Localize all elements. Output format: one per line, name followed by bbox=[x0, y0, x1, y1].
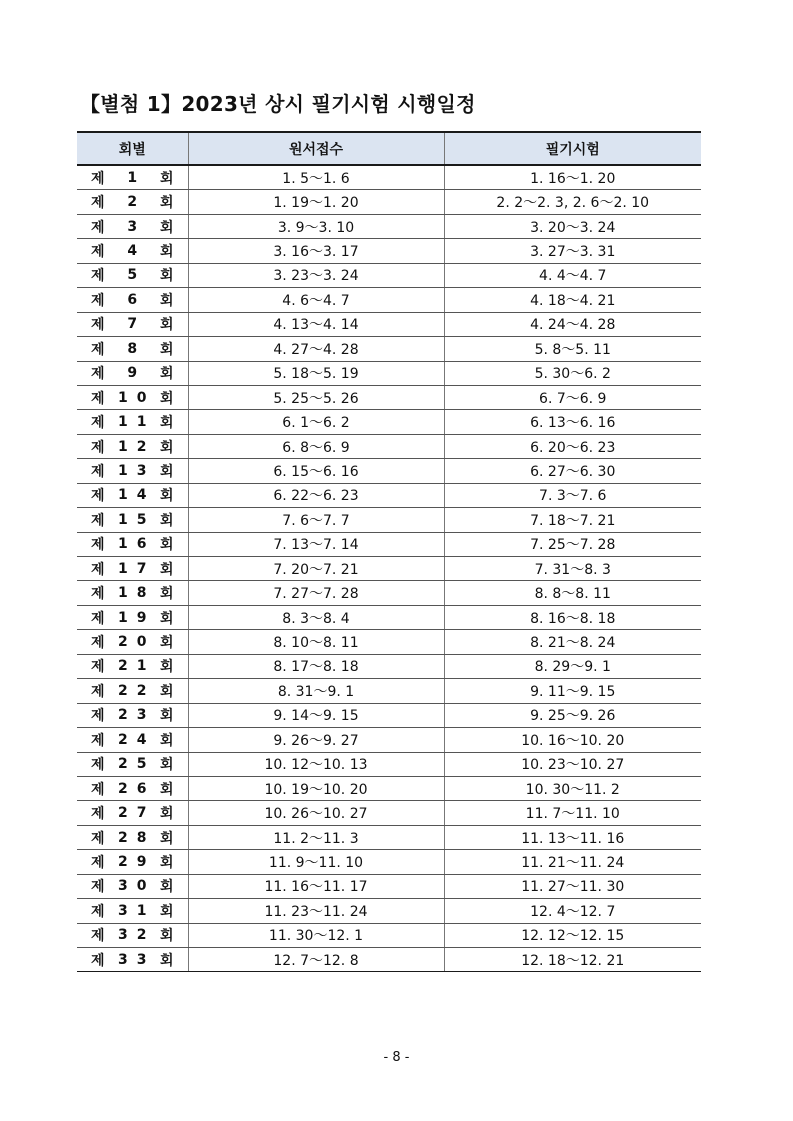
round-prefix: 제 bbox=[91, 292, 105, 309]
exam-schedule-table bbox=[77, 131, 701, 972]
round-prefix: 제 bbox=[91, 244, 105, 261]
table-row bbox=[77, 948, 701, 972]
exam-period-cell: 7. 18～7. 21 bbox=[444, 508, 701, 532]
exam-period-cell: 9. 25～9. 26 bbox=[444, 703, 701, 727]
table-row bbox=[77, 288, 701, 312]
round-cell bbox=[77, 337, 188, 361]
header-round: 회별 bbox=[77, 132, 188, 165]
round-cell bbox=[77, 728, 188, 752]
round-suffix: 회 bbox=[159, 952, 174, 969]
table-row bbox=[77, 679, 701, 703]
round-number: 4 bbox=[127, 243, 147, 260]
round-suffix: 회 bbox=[159, 561, 174, 578]
round-number: 21 bbox=[118, 658, 156, 675]
round-cell bbox=[77, 288, 188, 312]
round-number: 33 bbox=[118, 951, 156, 968]
round-prefix: 제 bbox=[91, 683, 105, 700]
exam-period-cell: 6. 27～6. 30 bbox=[444, 459, 701, 483]
application-period-cell: 7. 27～7. 28 bbox=[188, 581, 444, 605]
application-period-cell: 10. 26～10. 27 bbox=[188, 801, 444, 825]
round-number: 12 bbox=[118, 438, 156, 455]
round-number: 15 bbox=[118, 511, 156, 528]
table-row bbox=[77, 752, 701, 776]
round-prefix: 제 bbox=[91, 170, 105, 187]
round-cell bbox=[77, 923, 188, 947]
table-row bbox=[77, 239, 701, 263]
round-suffix: 회 bbox=[159, 537, 174, 554]
round-prefix: 제 bbox=[91, 537, 105, 554]
exam-period-cell: 10. 16～10. 20 bbox=[444, 728, 701, 752]
round-cell bbox=[77, 850, 188, 874]
exam-period-cell: 8. 16～8. 18 bbox=[444, 605, 701, 629]
table-row bbox=[77, 776, 701, 800]
round-number: 3 bbox=[127, 218, 147, 235]
exam-period-cell: 7. 25～7. 28 bbox=[444, 532, 701, 556]
application-period-cell: 4. 27～4. 28 bbox=[188, 337, 444, 361]
round-prefix: 제 bbox=[91, 341, 105, 358]
round-prefix: 제 bbox=[91, 268, 105, 285]
round-cell bbox=[77, 581, 188, 605]
round-prefix: 제 bbox=[91, 219, 105, 236]
round-cell bbox=[77, 263, 188, 287]
exam-period-cell: 10. 30～11. 2 bbox=[444, 776, 701, 800]
round-number: 26 bbox=[118, 780, 156, 797]
table-row bbox=[77, 312, 701, 336]
round-number: 17 bbox=[118, 560, 156, 577]
exam-period-cell: 7. 3～7. 6 bbox=[444, 483, 701, 507]
table-row bbox=[77, 703, 701, 727]
application-period-cell: 8. 3～8. 4 bbox=[188, 605, 444, 629]
table-row bbox=[77, 434, 701, 458]
application-period-cell: 4. 13～4. 14 bbox=[188, 312, 444, 336]
exam-period-cell: 11. 21～11. 24 bbox=[444, 850, 701, 874]
table-row bbox=[77, 165, 701, 190]
round-suffix: 회 bbox=[159, 463, 174, 480]
exam-period-cell: 8. 21～8. 24 bbox=[444, 630, 701, 654]
application-period-cell: 3. 9～3. 10 bbox=[188, 214, 444, 238]
round-prefix: 제 bbox=[91, 195, 105, 212]
round-cell bbox=[77, 385, 188, 409]
exam-period-cell: 11. 27～11. 30 bbox=[444, 874, 701, 898]
round-suffix: 회 bbox=[159, 928, 174, 945]
round-cell bbox=[77, 899, 188, 923]
application-period-cell: 4. 6～4. 7 bbox=[188, 288, 444, 312]
round-number: 31 bbox=[118, 902, 156, 919]
round-number: 22 bbox=[118, 682, 156, 699]
exam-period-cell: 11. 7～11. 10 bbox=[444, 801, 701, 825]
round-prefix: 제 bbox=[91, 879, 105, 896]
application-period-cell: 9. 14～9. 15 bbox=[188, 703, 444, 727]
round-number: 28 bbox=[118, 829, 156, 846]
round-prefix: 제 bbox=[91, 561, 105, 578]
round-cell bbox=[77, 630, 188, 654]
round-cell bbox=[77, 410, 188, 434]
round-cell bbox=[77, 776, 188, 800]
header-application: 원서접수 bbox=[188, 132, 444, 165]
exam-period-cell: 6. 20～6. 23 bbox=[444, 434, 701, 458]
round-number: 11 bbox=[118, 414, 156, 431]
round-number: 24 bbox=[118, 731, 156, 748]
table-row bbox=[77, 337, 701, 361]
table-row bbox=[77, 361, 701, 385]
application-period-cell: 9. 26～9. 27 bbox=[188, 728, 444, 752]
table-row bbox=[77, 459, 701, 483]
round-prefix: 제 bbox=[91, 952, 105, 969]
table-row bbox=[77, 850, 701, 874]
round-suffix: 회 bbox=[159, 586, 174, 603]
round-suffix: 회 bbox=[159, 268, 174, 285]
round-prefix: 제 bbox=[91, 659, 105, 676]
application-period-cell: 11. 2～11. 3 bbox=[188, 825, 444, 849]
application-period-cell: 8. 17～8. 18 bbox=[188, 654, 444, 678]
round-number: 20 bbox=[118, 634, 156, 651]
table-row bbox=[77, 532, 701, 556]
exam-period-cell: 6. 7～6. 9 bbox=[444, 385, 701, 409]
exam-period-cell: 4. 4～4. 7 bbox=[444, 263, 701, 287]
round-suffix: 회 bbox=[159, 757, 174, 774]
round-number: 7 bbox=[127, 316, 147, 333]
table-row bbox=[77, 190, 701, 214]
round-prefix: 제 bbox=[91, 610, 105, 627]
application-period-cell: 7. 20～7. 21 bbox=[188, 557, 444, 581]
round-number: 13 bbox=[118, 462, 156, 479]
round-number: 10 bbox=[118, 389, 156, 406]
round-suffix: 회 bbox=[159, 610, 174, 627]
round-cell bbox=[77, 434, 188, 458]
application-period-cell: 8. 31～9. 1 bbox=[188, 679, 444, 703]
table-row bbox=[77, 483, 701, 507]
table-row bbox=[77, 508, 701, 532]
round-number: 5 bbox=[127, 267, 147, 284]
application-period-cell: 6. 15～6. 16 bbox=[188, 459, 444, 483]
round-suffix: 회 bbox=[159, 366, 174, 383]
table-row bbox=[77, 899, 701, 923]
application-period-cell: 11. 23～11. 24 bbox=[188, 899, 444, 923]
exam-period-cell: 4. 18～4. 21 bbox=[444, 288, 701, 312]
exam-period-cell: 11. 13～11. 16 bbox=[444, 825, 701, 849]
round-prefix: 제 bbox=[91, 390, 105, 407]
table-row bbox=[77, 214, 701, 238]
round-suffix: 회 bbox=[159, 390, 174, 407]
application-period-cell: 1. 5～1. 6 bbox=[188, 165, 444, 190]
exam-period-cell: 10. 23～10. 27 bbox=[444, 752, 701, 776]
application-period-cell: 6. 22～6. 23 bbox=[188, 483, 444, 507]
page-number: - 8 - bbox=[383, 1050, 410, 1065]
table-row bbox=[77, 654, 701, 678]
round-suffix: 회 bbox=[159, 170, 174, 187]
round-suffix: 회 bbox=[159, 195, 174, 212]
exam-period-cell: 12. 4～12. 7 bbox=[444, 899, 701, 923]
exam-period-cell: 12. 12～12. 15 bbox=[444, 923, 701, 947]
round-prefix: 제 bbox=[91, 488, 105, 505]
exam-period-cell: 3. 27～3. 31 bbox=[444, 239, 701, 263]
round-suffix: 회 bbox=[159, 219, 174, 236]
round-suffix: 회 bbox=[159, 488, 174, 505]
round-suffix: 회 bbox=[159, 659, 174, 676]
table-row bbox=[77, 825, 701, 849]
round-suffix: 회 bbox=[159, 635, 174, 652]
round-suffix: 회 bbox=[159, 781, 174, 798]
round-number: 19 bbox=[118, 609, 156, 626]
round-number: 30 bbox=[118, 878, 156, 895]
round-suffix: 회 bbox=[159, 830, 174, 847]
round-cell bbox=[77, 605, 188, 629]
round-cell bbox=[77, 361, 188, 385]
header-exam: 필기시험 bbox=[444, 132, 701, 165]
application-period-cell: 5. 18～5. 19 bbox=[188, 361, 444, 385]
round-number: 2 bbox=[127, 194, 147, 211]
round-prefix: 제 bbox=[91, 708, 105, 725]
round-prefix: 제 bbox=[91, 635, 105, 652]
table-row bbox=[77, 581, 701, 605]
round-cell bbox=[77, 459, 188, 483]
exam-period-cell: 1. 16～1. 20 bbox=[444, 165, 701, 190]
round-number: 27 bbox=[118, 805, 156, 822]
round-cell bbox=[77, 874, 188, 898]
round-cell bbox=[77, 165, 188, 190]
application-period-cell: 12. 7～12. 8 bbox=[188, 948, 444, 972]
round-number: 16 bbox=[118, 536, 156, 553]
application-period-cell: 11. 9～11. 10 bbox=[188, 850, 444, 874]
round-number: 9 bbox=[127, 365, 147, 382]
table-row bbox=[77, 874, 701, 898]
round-prefix: 제 bbox=[91, 806, 105, 823]
round-number: 25 bbox=[118, 756, 156, 773]
exam-period-cell: 4. 24～4. 28 bbox=[444, 312, 701, 336]
application-period-cell: 7. 13～7. 14 bbox=[188, 532, 444, 556]
round-cell bbox=[77, 312, 188, 336]
round-number: 1 bbox=[127, 169, 147, 186]
round-cell bbox=[77, 532, 188, 556]
round-cell bbox=[77, 214, 188, 238]
round-suffix: 회 bbox=[159, 854, 174, 871]
application-period-cell: 3. 23～3. 24 bbox=[188, 263, 444, 287]
round-number: 8 bbox=[127, 340, 147, 357]
application-period-cell: 7. 6～7. 7 bbox=[188, 508, 444, 532]
round-prefix: 제 bbox=[91, 732, 105, 749]
exam-period-cell: 5. 8～5. 11 bbox=[444, 337, 701, 361]
round-suffix: 회 bbox=[159, 708, 174, 725]
table-row bbox=[77, 801, 701, 825]
round-suffix: 회 bbox=[159, 341, 174, 358]
round-cell bbox=[77, 679, 188, 703]
round-prefix: 제 bbox=[91, 928, 105, 945]
round-suffix: 회 bbox=[159, 244, 174, 261]
application-period-cell: 10. 12～10. 13 bbox=[188, 752, 444, 776]
exam-period-cell: 3. 20～3. 24 bbox=[444, 214, 701, 238]
round-suffix: 회 bbox=[159, 732, 174, 749]
round-prefix: 제 bbox=[91, 512, 105, 529]
application-period-cell: 6. 1～6. 2 bbox=[188, 410, 444, 434]
exam-period-cell: 6. 13～6. 16 bbox=[444, 410, 701, 434]
application-period-cell: 10. 19～10. 20 bbox=[188, 776, 444, 800]
table-row bbox=[77, 410, 701, 434]
round-cell bbox=[77, 801, 188, 825]
round-cell bbox=[77, 948, 188, 972]
table-body bbox=[77, 165, 701, 972]
round-cell bbox=[77, 508, 188, 532]
round-cell bbox=[77, 654, 188, 678]
table-row bbox=[77, 923, 701, 947]
round-cell bbox=[77, 825, 188, 849]
round-number: 32 bbox=[118, 927, 156, 944]
round-cell bbox=[77, 752, 188, 776]
table-header-row bbox=[77, 132, 701, 165]
application-period-cell: 3. 16～3. 17 bbox=[188, 239, 444, 263]
table-row bbox=[77, 630, 701, 654]
application-period-cell: 8. 10～8. 11 bbox=[188, 630, 444, 654]
exam-period-cell: 2. 2～2. 3, 2. 6～2. 10 bbox=[444, 190, 701, 214]
round-cell bbox=[77, 483, 188, 507]
application-period-cell: 11. 16～11. 17 bbox=[188, 874, 444, 898]
round-cell bbox=[77, 703, 188, 727]
round-number: 23 bbox=[118, 707, 156, 724]
round-prefix: 제 bbox=[91, 439, 105, 456]
round-cell bbox=[77, 557, 188, 581]
round-prefix: 제 bbox=[91, 854, 105, 871]
round-number: 14 bbox=[118, 487, 156, 504]
page-title: 【별첨 1】2023년 상시 필기시험 시행일정 bbox=[80, 92, 476, 116]
round-prefix: 제 bbox=[91, 586, 105, 603]
round-suffix: 회 bbox=[159, 879, 174, 896]
table-row bbox=[77, 728, 701, 752]
table-row bbox=[77, 557, 701, 581]
table-row bbox=[77, 263, 701, 287]
round-prefix: 제 bbox=[91, 317, 105, 334]
application-period-cell: 5. 25～5. 26 bbox=[188, 385, 444, 409]
round-suffix: 회 bbox=[159, 683, 174, 700]
round-suffix: 회 bbox=[159, 806, 174, 823]
table-row bbox=[77, 605, 701, 629]
round-prefix: 제 bbox=[91, 830, 105, 847]
round-suffix: 회 bbox=[159, 292, 174, 309]
round-number: 29 bbox=[118, 853, 156, 870]
round-suffix: 회 bbox=[159, 439, 174, 456]
round-cell bbox=[77, 239, 188, 263]
round-prefix: 제 bbox=[91, 463, 105, 480]
exam-period-cell: 8. 8～8. 11 bbox=[444, 581, 701, 605]
exam-period-cell: 12. 18～12. 21 bbox=[444, 948, 701, 972]
round-prefix: 제 bbox=[91, 415, 105, 432]
round-suffix: 회 bbox=[159, 415, 174, 432]
application-period-cell: 11. 30～12. 1 bbox=[188, 923, 444, 947]
round-number: 6 bbox=[127, 291, 147, 308]
table-row bbox=[77, 385, 701, 409]
round-prefix: 제 bbox=[91, 903, 105, 920]
exam-period-cell: 7. 31～8. 3 bbox=[444, 557, 701, 581]
exam-period-cell: 9. 11～9. 15 bbox=[444, 679, 701, 703]
round-prefix: 제 bbox=[91, 781, 105, 798]
application-period-cell: 1. 19～1. 20 bbox=[188, 190, 444, 214]
application-period-cell: 6. 8～6. 9 bbox=[188, 434, 444, 458]
round-number: 18 bbox=[118, 585, 156, 602]
round-prefix: 제 bbox=[91, 366, 105, 383]
round-suffix: 회 bbox=[159, 512, 174, 529]
round-suffix: 회 bbox=[159, 903, 174, 920]
round-cell bbox=[77, 190, 188, 214]
exam-period-cell: 8. 29～9. 1 bbox=[444, 654, 701, 678]
round-suffix: 회 bbox=[159, 317, 174, 334]
round-prefix: 제 bbox=[91, 757, 105, 774]
exam-period-cell: 5. 30～6. 2 bbox=[444, 361, 701, 385]
